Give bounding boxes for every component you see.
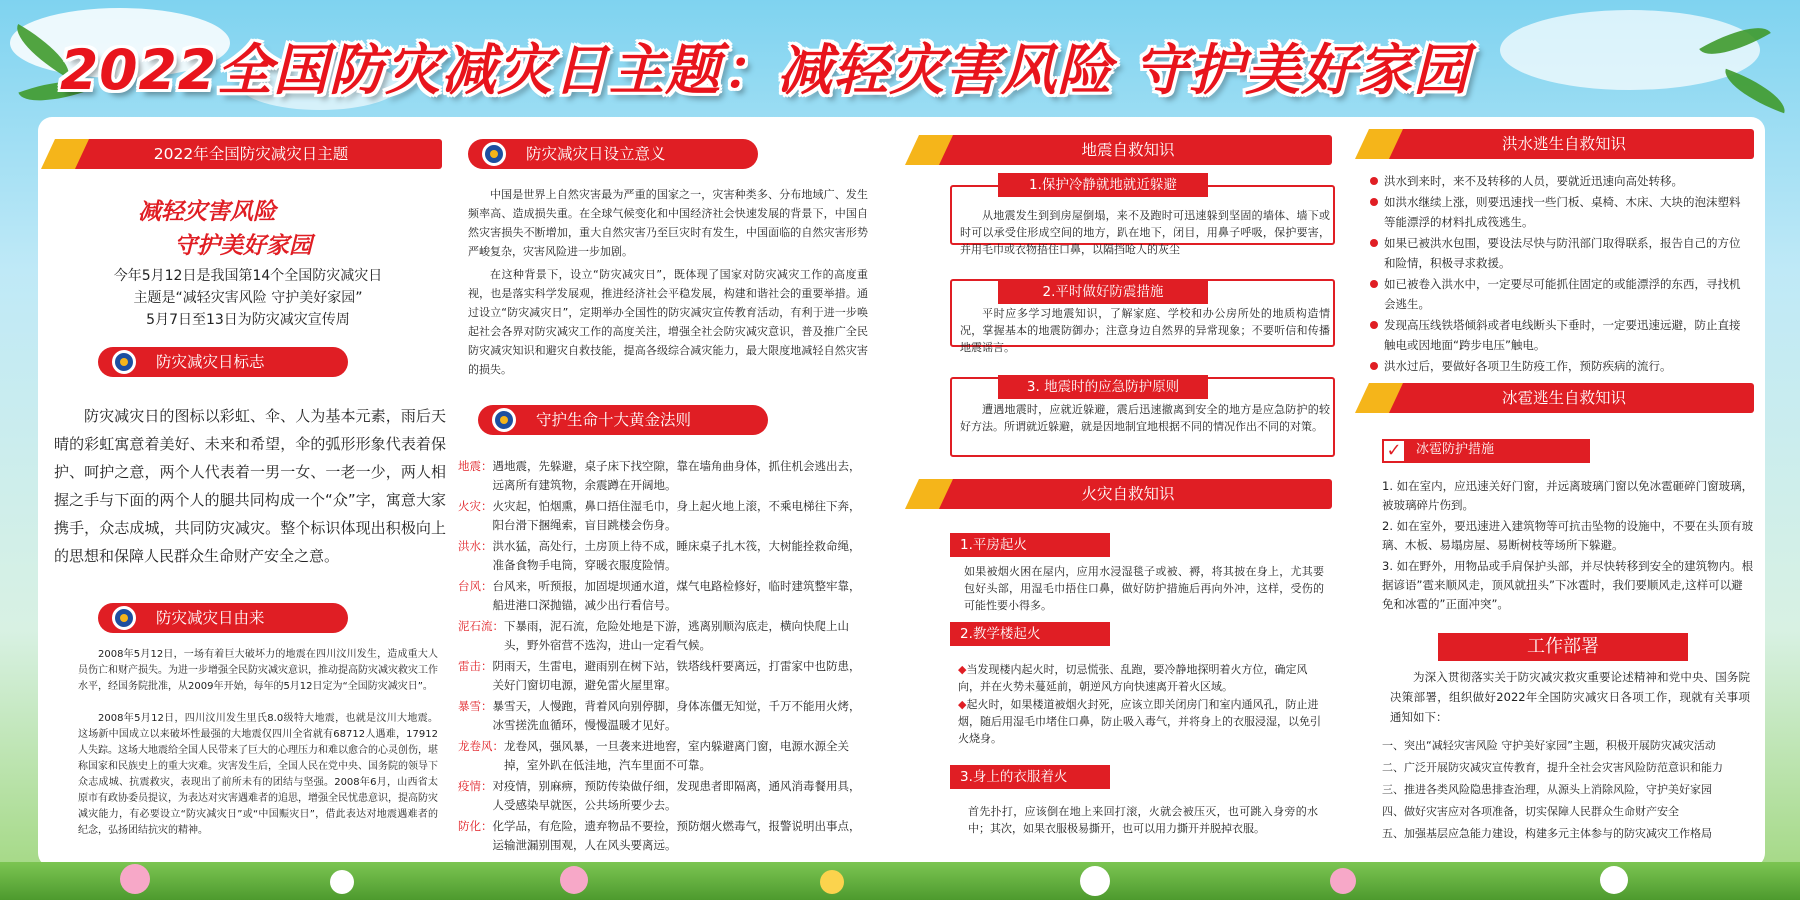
- theme-line: 今年5月12日是我国第14个全国防灾减灾日: [113, 268, 383, 284]
- theme-lines: [58, 265, 438, 331]
- golden-rule-item: [458, 737, 868, 775]
- golden-rule-key: 疫情：: [458, 779, 493, 793]
- golden-rule-item: [458, 617, 868, 655]
- bar-accent: [41, 139, 89, 169]
- golden-rule-key: 龙卷风：: [458, 739, 504, 753]
- origin-header-bar: [98, 603, 348, 633]
- golden-rule-key: 地震：: [458, 459, 493, 473]
- meaning-header-bar: [468, 139, 758, 169]
- hail-header-text: 冰雹逃生自救知识: [1501, 389, 1626, 407]
- origin-paragraph-2: 2008年5月12日，四川汶川发生里氏8.0级特大地震，也就是汶川大地震。这场新中国成立以来破坏性最强的大地震仅四川全省就有68712人遇难，17912人失踪。这场大地震给全国人民带来了巨大的心理压力和难以愈合的心灵创伤，堪称国家和民族史上的重大灾难。灾害发生后，全国人民在党中央、国务院的领导下众志成城、抗震救灾，表现出了前所未有的团结与坚强。2008年6月，山西省太原市有政协委员提议，为表达对灾害遇难者的追思，增强全民忧患意识，提高防灾减灾能力，有必要设立“防灾减灾日”或“中国赈灾日”，借此表达对地震遇难者的纪念，弘扬团结抗灾的精神。: [78, 713, 438, 836]
- hail-tips-list: [1382, 477, 1754, 616]
- golden-rule-key: 台风：: [458, 579, 493, 593]
- grass-decoration: [0, 862, 1800, 900]
- hail-tip-item: 2. 如在室外，要迅速进入建筑物等可抗击坠物的设施中，不要在头顶有玻璃、木板、易塌房屋、易断树枝等场所下躲避。: [1382, 519, 1754, 552]
- work-item: 四、做好灾害应对各项准备，切实保障人民群众生命财产安全: [1382, 805, 1679, 818]
- origin-header-text: 防灾减灾日由来: [156, 609, 265, 627]
- fire-subtitle-3: 3.身上的衣服着火: [950, 765, 1110, 789]
- hail-tip-item: 1. 如在室内，应迅速关好门窗，并远离玻璃门窗以免冰雹砸碎门窗玻璃，被玻璃碎片伤到。: [1382, 479, 1754, 512]
- golden-rules-list: [458, 457, 868, 857]
- flood-tip-item: 如果已被洪水包围，要设法尽快与防汛部门取得联系，报告自己的方位和险情，积极寻求救援。: [1368, 233, 1748, 274]
- main-title: 2022全国防灾减灾日主题：减轻灾害风险 守护美好家园: [60, 38, 1470, 102]
- hail-header-bar: [1374, 383, 1754, 413]
- fire-subtitle-1: 1.平房起火: [950, 533, 1110, 557]
- checkmark-icon: ✓: [1382, 439, 1406, 463]
- golden-rule-text: 龙卷风，强风暴，一旦袭来进地窖，室内躲避离门窗，电源水源全关掉，室外趴在低洼地，汽车里面不可靠。: [504, 739, 849, 772]
- disaster-day-emblem-icon: [112, 350, 136, 374]
- disaster-day-emblem-icon: [482, 142, 506, 166]
- golden-rule-key: 泥石流：: [458, 619, 504, 633]
- bar-accent: [1355, 129, 1403, 159]
- theme-line: 主题是“减轻灾害风险 守护美好家园”: [133, 290, 363, 306]
- golden-rule-item: [458, 577, 868, 615]
- golden-rule-key: 暴雪：: [458, 699, 493, 713]
- disaster-day-emblem-icon: [112, 606, 136, 630]
- content-board: [38, 117, 1765, 867]
- origin-paragraph-1: 2008年5月12日，一场有着巨大破坏力的地震在四川汶川发生，造成重大人员伤亡和财产损失。为进一步增强全民防灾减灾意识，推动提高防灾减灾救灾工作水平，经国务院批准，从2009年开始，每年的5月12日定为“全国防灾减灾日”。: [78, 649, 438, 692]
- quake-subtitle-1: 1.保护冷静就地就近躲避: [998, 173, 1208, 197]
- work-items-list: [1382, 735, 1762, 845]
- flower-decoration: [560, 866, 588, 894]
- theme-header-text: 2022年全国防灾减灾日主题: [153, 145, 349, 163]
- bar-accent: [1355, 383, 1403, 413]
- logo-header-text: 防灾减灾日标志: [156, 353, 265, 371]
- work-intro: 为深入贯彻落实关于防灾减灾救灾重要论述精神和党中央、国务院决策部署，组织做好2022年全国防灾减灾日各项工作，现就有关事项通知如下：: [1390, 670, 1750, 724]
- golden-rule-text: 化学品，有危险，遗弃物品不要捡，预防烟火燃毒气，报警说明出事点，运输泄漏别围观，人在风头要离远。: [492, 819, 861, 852]
- quake-text-1: 从地震发生到到房屋倒塌，来不及跑时可迅速躲到坚固的墙体、墙下或时可以承受住形成空间的地方，趴在地下，闭目，用鼻子呼吸，保护要害，并用毛巾或衣物捂住口鼻，以隔挡呛人的灰尘: [960, 209, 1330, 256]
- golden-rule-text: 暴雪天，人慢跑，背着风向别停脚，身体冻僵无知觉，千万不能用火烤，冰雪搓洗血循环，慢慢温暖才见好。: [492, 699, 861, 732]
- bar-accent: [905, 479, 953, 509]
- golden-rule-text: 洪水猛，高处行，土房顶上待不成，睡床桌子扎木筏，大树能拴救命绳，准备食物手电筒，穿暖衣服度险情。: [492, 539, 861, 572]
- golden-rule-text: 阴雨天，生雷电，避雨别在树下站，铁塔线杆要离远，打雷家中也防患，关好门窗切电源，避免雷火屋里窜。: [492, 659, 861, 692]
- rules-header-text: 守护生命十大黄金法则: [536, 411, 692, 429]
- quake-header-text: 地震自救知识: [1081, 141, 1175, 159]
- flood-tip-item: 洪水到来时，来不及转移的人员，要就近迅速向高处转移。: [1368, 171, 1748, 192]
- golden-rule-item: [458, 457, 868, 495]
- logo-header-bar: [98, 347, 348, 377]
- fire-subtitle-2: 2.教学楼起火: [950, 622, 1110, 646]
- hail-tag-label: 冰雹防护措施: [1406, 439, 1590, 461]
- fire-item-2a: [958, 661, 1328, 695]
- fire-item-2b: [958, 696, 1328, 747]
- logo-description: 防灾减灾日的图标以彩虹、伞、人为基本元素，雨后天晴的彩虹寓意着美好、未来和希望，伞的弧形形象代表着保护、呵护之意，两个人代表着一男一女、一老一少，两人相握之手与下面的两个人的腿共同构成一个“众”字，寓意大家携手，众志成城，共同防灾减灾。整个标识体现出积极向上的思想和保障人民群众生命财产安全之意。: [54, 407, 446, 565]
- flower-decoration: [330, 870, 354, 894]
- fire-header-bar: [924, 479, 1332, 509]
- flood-tip-item: 如已被卷入洪水中，一定要尽可能抓住固定的或能漂浮的东西，寻找机会逃生。: [1368, 274, 1748, 315]
- flood-header-bar: [1374, 129, 1754, 159]
- golden-rule-text: 对疫情，别麻痹，预防传染做仔细，发现患者即隔离，通风消毒餐用具，人受感染早就医，公共场所要少去。: [492, 779, 861, 812]
- fire-text-2b: 起火时，如果楼道被烟火封死，应该立即关闭房门和室内通风孔，防止进烟，随后用湿毛巾堵住口鼻，防止吸入毒气，并将身上的衣服浸湿，以免引火烧身。: [958, 698, 1321, 745]
- golden-rule-text: 遇地震，先躲避，桌子床下找空隙，靠在墙角曲身体，抓住机会逃出去，远离所有建筑物，余震蹲在开阔地。: [492, 459, 861, 492]
- golden-rule-key: 火灾：: [458, 499, 493, 513]
- fire-text-2a: 当发现楼内起火时，切忌慌张、乱跑，要冷静地探明着火方位，确定风向，并在火势未蔓延前，朝逆风方向快速离开着火区域。: [958, 663, 1308, 693]
- disaster-day-emblem-icon: [492, 408, 516, 432]
- golden-rule-key: 雷击：: [458, 659, 493, 673]
- flower-decoration: [1600, 866, 1628, 894]
- quake-subtitle-2: 2.平时做好防震措施: [998, 280, 1208, 304]
- slogan-line-1: 减轻灾害风险: [138, 199, 276, 225]
- quake-text-3: 遭遇地震时，应就近躲避，震后迅速撤离到安全的地方是应急防护的较好方法。所谓就近躲避，就是因地制宜地根据不同的情况作出不同的对策。: [960, 403, 1330, 433]
- flower-decoration: [820, 870, 844, 894]
- fire-text-1: 如果被烟火困在屋内，应用水浸湿毯子或被、褥，将其披在身上，尤其要包好头部，用湿毛巾捂住口鼻，做好防护措施后再向外冲，这样，受伤的可能性要小得多。: [964, 565, 1324, 612]
- golden-rule-item: [458, 817, 868, 855]
- diamond-bullet-icon: ◆: [958, 698, 967, 711]
- golden-rule-key: 洪水：: [458, 539, 493, 553]
- quake-header-bar: [924, 135, 1332, 165]
- rules-header-bar: [478, 405, 768, 435]
- hail-tag: [1382, 439, 1590, 463]
- meaning-paragraph-2: 在这种背景下，设立“防灾减灾日”，既体现了国家对防灾减灾工作的高度重视，也是落实科学发展观，推进经济社会平稳发展，构建和谐社会的重要举措。通过设立“防灾减灾日”，定期举办全国性的防灾减灾宣传教育活动，有利于进一步唤起社会各界对防灾减灾工作的高度关注，增强全社会防灾减灾意识，普及推广全民防灾减灾知识和避灾自救技能，提高各级综合减灾能力，最大限度地减轻自然灾害的损失。: [468, 268, 868, 376]
- work-item: 三、推进各类风险隐患排查治理，从源头上消除风险，守护美好家园: [1382, 783, 1712, 796]
- meaning-paragraph-1: 中国是世界上自然灾害最为严重的国家之一，灾害种类多、分布地域广、发生频率高、造成损失重。在全球气候变化和中国经济社会快速发展的背景下，中国自然灾害损失不断增加，重大自然灾害乃至巨灾时有发生，中国面临的自然灾害形势严峻复杂，灾害风险进一步加剧。: [468, 188, 868, 258]
- golden-rule-item: [458, 497, 868, 535]
- flood-tip-item: 洪水过后，要做好各项卫生防疫工作，预防疾病的流行。: [1368, 356, 1748, 377]
- theme-header-bar: [60, 139, 442, 169]
- quake-subtitle-3: 3. 地震时的应急防护原则: [998, 375, 1208, 399]
- theme-line: 5月7日至13日为防灾减灾宣传周: [146, 312, 350, 328]
- flower-decoration: [1080, 866, 1110, 896]
- golden-rule-text: 台风来，听预报，加固堤坝通水道，煤气电路检修好，临时建筑整牢靠，船进港口深抛锚，减少出行看信号。: [492, 579, 861, 612]
- flower-decoration: [1330, 868, 1356, 894]
- golden-rule-item: [458, 777, 868, 815]
- diamond-bullet-icon: ◆: [958, 663, 967, 676]
- flood-tip-item: 发现高压线铁塔倾斜或者电线断头下垂时，一定要迅速远避，防止直接触电或因地面“跨步电压”触电。: [1368, 315, 1748, 356]
- golden-rule-text: 下暴雨，泥石流，危险处地是下游，逃离别顺沟底走，横向快爬上山头，野外宿营不选沟，进山一定看气候。: [504, 619, 849, 652]
- golden-rule-item: [458, 657, 868, 695]
- work-header-bar: [1438, 633, 1688, 661]
- fire-text-3: 首先扑打，应该倒在地上来回打滚，火就会被压灭，也可跳入身旁的水中；其次，如果衣服极易撕开，也可以用力撕开并脱掉衣服。: [968, 805, 1318, 835]
- hail-tip-item: 3. 如在野外，用物品或手肩保护头部，并尽快转移到安全的建筑物内。根据谚语”雹来顺风走，顶风就扭头”下冰雹时，我们要顺风走,这样可以避免和冰雹的”正面冲突”。: [1382, 559, 1754, 611]
- quake-text-2: 平时应多学习地震知识，了解家庭、学校和办公房所处的地质构造情况，掌握基本的地震防御办；注意身边自然界的异常现象；不要听信和传播地震谣言。: [960, 307, 1330, 354]
- flood-header-text: 洪水逃生自救知识: [1501, 135, 1626, 153]
- flood-tip-item: 如洪水继续上涨，则要迅速找一些门板、桌椅、木床、大块的泡沫塑料等能漂浮的材料扎成筏逃生。: [1368, 192, 1748, 233]
- golden-rule-key: 防化：: [458, 819, 493, 833]
- work-header-text: 工作部署: [1527, 636, 1599, 657]
- flower-decoration: [120, 864, 150, 894]
- work-item: 五、加强基层应急能力建设，构建多元主体参与的防灾减灾工作格局: [1382, 827, 1712, 840]
- flood-tips-list: [1368, 171, 1748, 376]
- golden-rule-item: [458, 697, 868, 735]
- slogan-line-2: 守护美好家园: [174, 233, 312, 259]
- fire-header-text: 火灾自救知识: [1081, 485, 1175, 503]
- meaning-header-text: 防灾减灾日设立意义: [526, 145, 666, 163]
- work-item: 一、突出“减轻灾害风险 守护美好家园”主题，积极开展防灾减灾活动: [1382, 739, 1716, 752]
- bar-accent: [905, 135, 953, 165]
- work-item: 二、广泛开展防灾减灾宣传教育，提升全社会灾害风险防范意识和能力: [1382, 761, 1723, 774]
- golden-rule-text: 火灾起，怕烟熏，鼻口捂住湿毛巾，身上起火地上滚，不乘电梯往下奔，阳台滑下捆绳索，盲目跳楼会伤身。: [492, 499, 861, 532]
- golden-rule-item: [458, 537, 868, 575]
